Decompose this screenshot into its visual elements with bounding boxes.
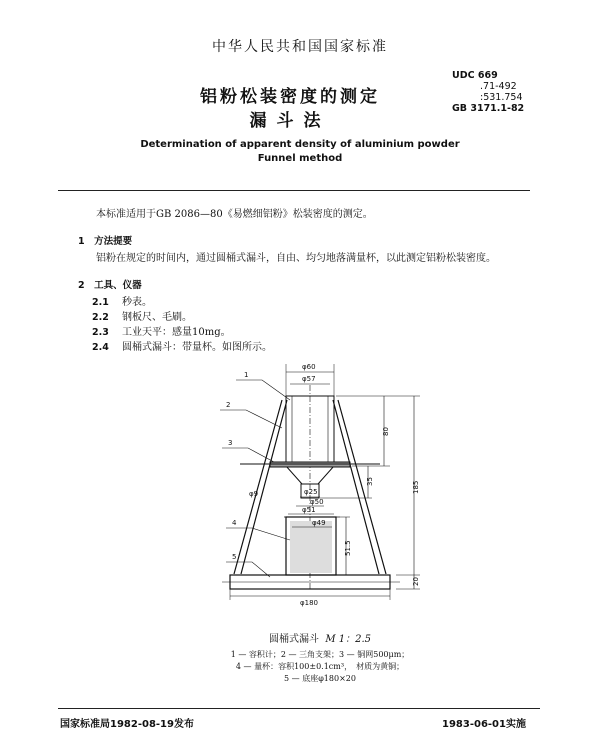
list-item-number: 2.3	[92, 327, 109, 338]
part-label-2: 2	[226, 401, 231, 409]
dim-h185: 185	[412, 480, 420, 494]
list-item-text: 秒表。	[122, 297, 152, 308]
document-title: 铝粉松装密度的测定	[200, 87, 380, 107]
tripod-leg-right	[333, 400, 386, 574]
legend-line: 4 — 量杯：容积100±0.1cm³， 材质为黄铜；	[235, 662, 405, 671]
legend-line: 1 — 容积计；2 — 三角支架；3 — 铜网500μm；	[230, 650, 410, 659]
dim-d57: φ57	[302, 375, 316, 383]
list-item-number: 2.4	[92, 342, 109, 353]
part-label-1: 1	[244, 371, 249, 379]
effective-date: 1983-06-01实施	[442, 719, 526, 730]
section-2-heading: 2 工具、仪器	[78, 280, 142, 291]
intro-paragraph: 本标准适用于GB 2086—80《易燃细铝粉》松装密度的测定。	[96, 209, 373, 220]
leader-2	[220, 410, 282, 428]
dim-h51: 51.5	[344, 540, 352, 556]
legend-line: 5 — 底座φ180×20	[284, 674, 356, 683]
footer-rule	[58, 708, 540, 709]
section-1-body: 铝粉在规定的时间内，通过圆桶式漏斗，自由、均匀地落满量杯，以此测定铝粉松装密度。	[96, 253, 496, 264]
dim-d60: φ60	[302, 363, 316, 371]
dim-d9: φ9	[249, 490, 259, 498]
publish-date: 国家标准局1982-08-19发布	[60, 719, 194, 730]
english-title-line2: Funnel method	[257, 153, 343, 164]
figure-scale: M 1：2.5	[325, 634, 372, 645]
part-label-3: 3	[228, 439, 233, 447]
list-item-text: 钢板尺、毛刷。	[122, 312, 192, 323]
udc-code: UDC 669	[452, 70, 498, 81]
figure-caption	[200, 630, 440, 645]
list-item-text: 工业天平：感量10mg。	[122, 327, 231, 338]
dim-d49: φ49	[312, 519, 326, 527]
leader-3	[222, 448, 274, 462]
figure-legend	[200, 649, 440, 685]
gb-number: GB 3171.1-82	[452, 103, 525, 114]
part-label-5: 5	[232, 553, 237, 561]
document-subtitle: 漏斗法	[249, 111, 331, 131]
dim-h80: 80	[382, 427, 390, 436]
english-title-line1: Determination of apparent density of aluminium powder	[140, 139, 460, 150]
leader-4	[226, 528, 290, 540]
list-item-number: 2.1	[92, 297, 109, 308]
udc-code-3: :531.754	[480, 92, 523, 103]
leader-1	[236, 380, 290, 400]
list-item-number: 2.2	[92, 312, 109, 323]
dim-d50: φ50	[310, 498, 324, 506]
part-label-4: 4	[232, 519, 237, 527]
list-item-text: 圆桶式漏斗：带量杯。如图所示。	[122, 342, 272, 353]
standard-org-title: 中华人民共和国国家标准	[212, 39, 388, 55]
udc-code-2: .71-492	[480, 81, 517, 92]
figure-caption-text: 圆桶式漏斗	[268, 634, 319, 645]
section-1-heading: 1 方法提要	[78, 236, 133, 247]
dim-h35: 35	[366, 477, 374, 486]
dim-d180: φ180	[300, 599, 318, 607]
dim-d25: φ25	[304, 488, 318, 496]
dim-h20: 20	[412, 577, 420, 586]
tripod-leg-left	[234, 400, 287, 574]
dim-d51: φ51	[302, 506, 316, 514]
